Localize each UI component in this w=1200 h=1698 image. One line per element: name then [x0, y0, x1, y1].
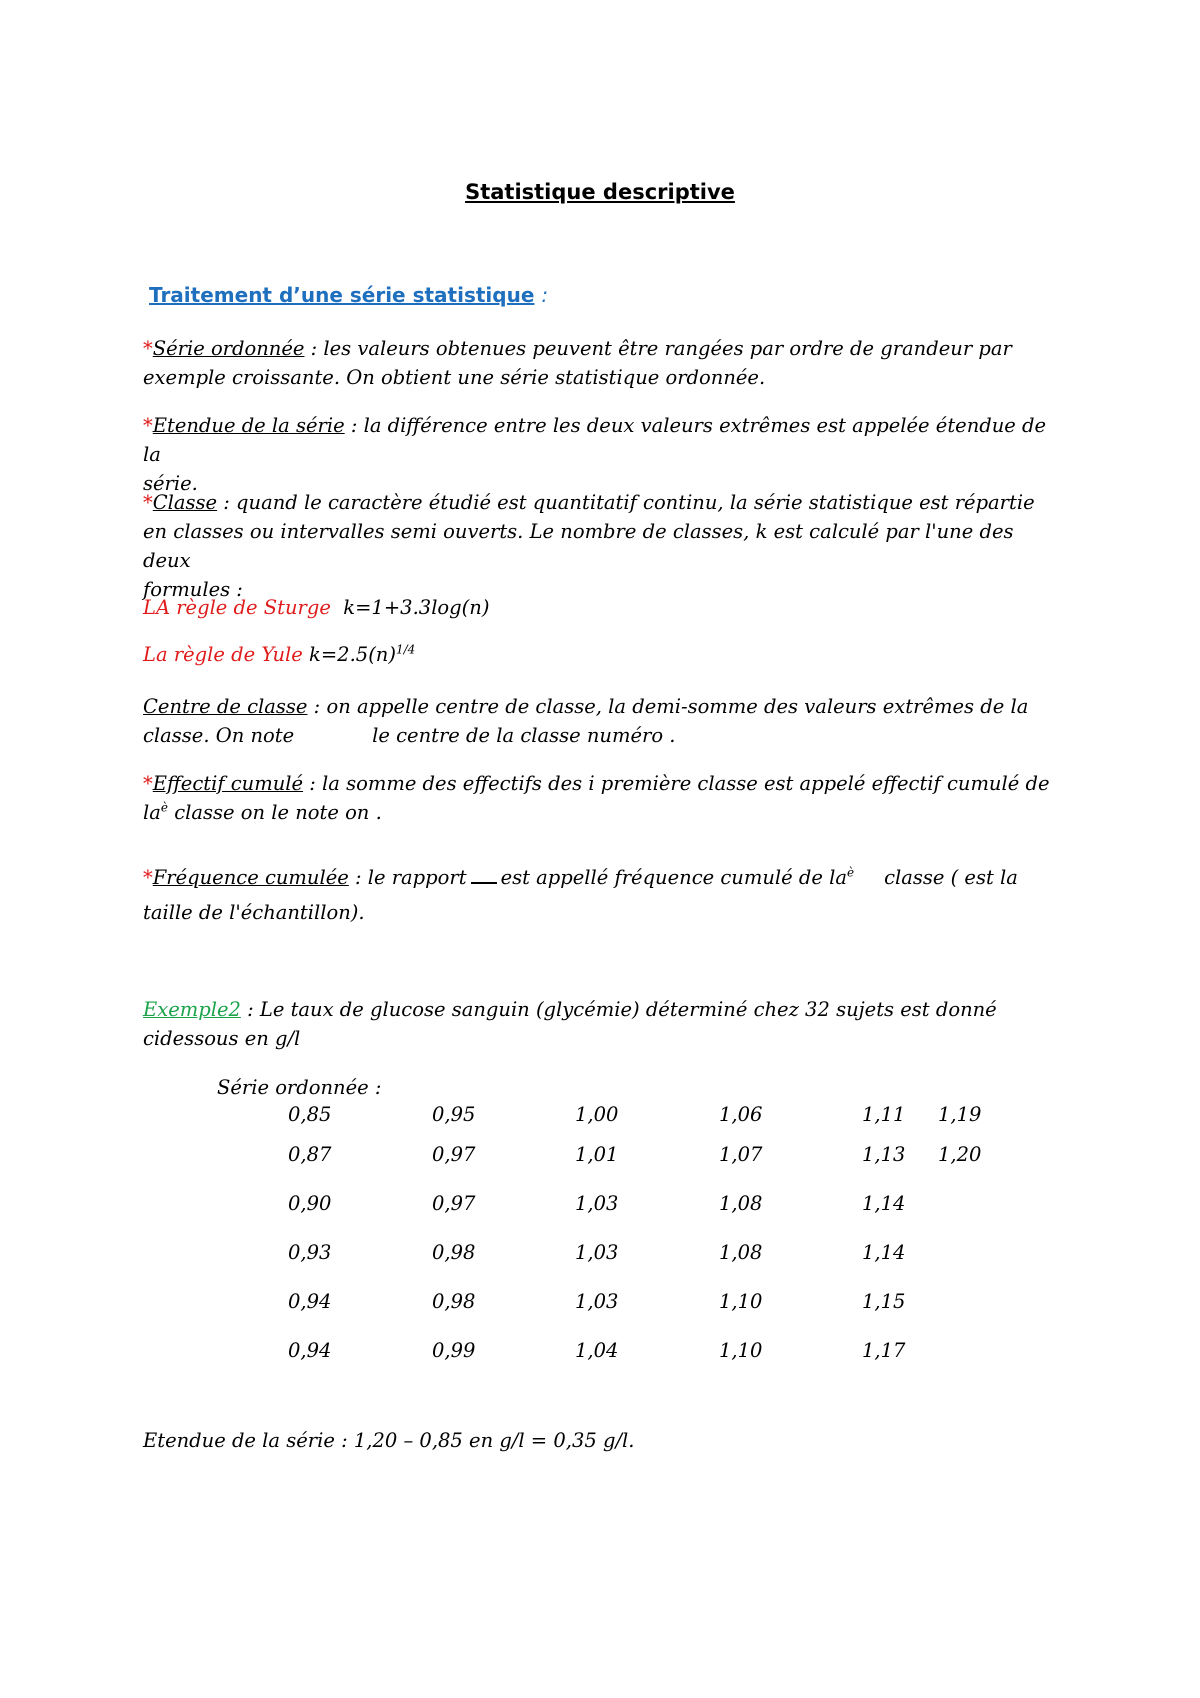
- exemple-label: Exemple2: [143, 998, 241, 1021]
- series-value: 1,06: [719, 1103, 763, 1126]
- text-line: est appellé fréquence cumulé de la: [500, 866, 847, 889]
- section-heading-text: Traitement d’une série statistique: [149, 283, 535, 307]
- series-value: 0,94: [288, 1339, 332, 1362]
- etendue-result: Etendue de la série : 1,20 – 0,85 en g/l = 0,35 g/l.: [143, 1429, 635, 1452]
- text-line: la: [143, 801, 161, 824]
- text-line: : la différence entre les deux valeurs extrêmes est appelée étendue de la: [143, 414, 1047, 466]
- text-line: exemple croissante. On obtient une série statistique ordonnée.: [143, 366, 766, 389]
- series-value: 1,08: [719, 1241, 763, 1264]
- series-value: 0,95: [432, 1103, 476, 1126]
- series-value: 0,90: [288, 1192, 332, 1215]
- series-value: 0,98: [432, 1290, 476, 1313]
- yule-label: La règle de Yule: [143, 643, 303, 666]
- paragraph-serie-ordonnee: [143, 334, 1063, 392]
- series-value: 1,03: [575, 1192, 619, 1215]
- series-value: 0,85: [288, 1103, 332, 1126]
- series-value: 1,15: [862, 1290, 906, 1313]
- bullet-star: *: [143, 337, 153, 360]
- section-heading: [149, 283, 548, 307]
- text-line: taille de l'échantillon).: [143, 901, 365, 924]
- series-value: 0,94: [288, 1290, 332, 1313]
- series-value: 0,98: [432, 1241, 476, 1264]
- page-title: Statistique descriptive: [465, 180, 735, 204]
- sturge-rule: [143, 593, 1063, 622]
- text-line: le centre de la classe numéro .: [372, 724, 676, 747]
- bullet-star: *: [143, 772, 153, 795]
- text-line: classe ( est la: [884, 866, 1018, 889]
- text-line: : le rapport: [348, 866, 467, 889]
- superscript: è: [846, 865, 855, 880]
- yule-rule: [143, 640, 1063, 669]
- text-line: : quand le caractère étudié est quantitatif continu, la série statistique est répartie: [217, 491, 1035, 514]
- series-value: 1,01: [575, 1143, 619, 1166]
- term-centre-classe: Centre de classe: [143, 695, 308, 718]
- superscript: è: [160, 800, 168, 815]
- paragraph-effectif-cumule: [143, 769, 1063, 827]
- text-line: en classes ou intervalles semi ouverts. Le nombre de classes, k est calculé par l'une des deux: [143, 520, 1014, 572]
- paragraph-frequence-cumulee: [143, 860, 1063, 930]
- text-line: : les valeurs obtenues peuvent être rangées par ordre de grandeur par: [304, 337, 1012, 360]
- series-value: 0,99: [432, 1339, 476, 1362]
- text-line: classe on le note on .: [174, 801, 382, 824]
- section-heading-colon: :: [541, 283, 549, 307]
- text-line: série.: [143, 472, 198, 495]
- series-label: Série ordonnée :: [217, 1076, 382, 1099]
- text-line: classe. On note: [143, 724, 295, 747]
- text-line: : on appelle centre de classe, la demi-somme des valeurs extrêmes de la: [307, 695, 1029, 718]
- series-value: 1,20: [938, 1143, 982, 1166]
- fraction-bar: [471, 882, 497, 884]
- series-value: 1,17: [862, 1339, 906, 1362]
- paragraph-classe: [143, 488, 1063, 604]
- series-value: 0,97: [432, 1192, 476, 1215]
- bullet-star: *: [143, 414, 153, 437]
- paragraph-centre-classe: [143, 692, 1063, 750]
- paragraph-etendue: [143, 411, 1063, 498]
- series-value: 0,87: [288, 1143, 332, 1166]
- paragraph-exemple: [143, 995, 1063, 1053]
- series-value: 1,10: [719, 1290, 763, 1313]
- series-value: 1,03: [575, 1241, 619, 1264]
- series-value: 1,14: [862, 1241, 906, 1264]
- text-line: formules :: [143, 578, 243, 601]
- sturge-label: LA règle de Sturge: [143, 596, 331, 619]
- sturge-formula: k=1+3.3log(n): [343, 596, 490, 619]
- term-etendue: Etendue de la série: [152, 414, 345, 437]
- series-value: 1,07: [719, 1143, 763, 1166]
- text-line: : la somme des effectifs des i première classe est appelé effectif cumulé de: [303, 772, 1050, 795]
- text-line: : Le taux de glucose sanguin (glycémie) déterminé chez 32 sujets est donné: [240, 998, 997, 1021]
- bullet-star: *: [143, 866, 153, 889]
- term-serie-ordonnee: Série ordonnée: [152, 337, 305, 360]
- series-value: 1,19: [938, 1103, 982, 1126]
- term-classe: Classe: [152, 491, 218, 514]
- series-value: 1,11: [862, 1103, 906, 1126]
- series-value: 1,10: [719, 1339, 763, 1362]
- term-effectif-cumule: Effectif cumulé: [152, 772, 304, 795]
- bullet-star: *: [143, 491, 153, 514]
- text-line: cidessous en g/l: [143, 1027, 301, 1050]
- series-value: 1,03: [575, 1290, 619, 1313]
- series-value: 1,13: [862, 1143, 906, 1166]
- series-value: 1,04: [575, 1339, 619, 1362]
- term-frequence-cumulee: Fréquence cumulée: [152, 866, 349, 889]
- series-value: 0,97: [432, 1143, 476, 1166]
- series-value: 0,93: [288, 1241, 332, 1264]
- series-value: 1,14: [862, 1192, 906, 1215]
- yule-formula: k=2.5(n): [309, 643, 396, 666]
- yule-exponent: 1/4: [395, 642, 416, 657]
- series-value: 1,00: [575, 1103, 619, 1126]
- series-value: 1,08: [719, 1192, 763, 1215]
